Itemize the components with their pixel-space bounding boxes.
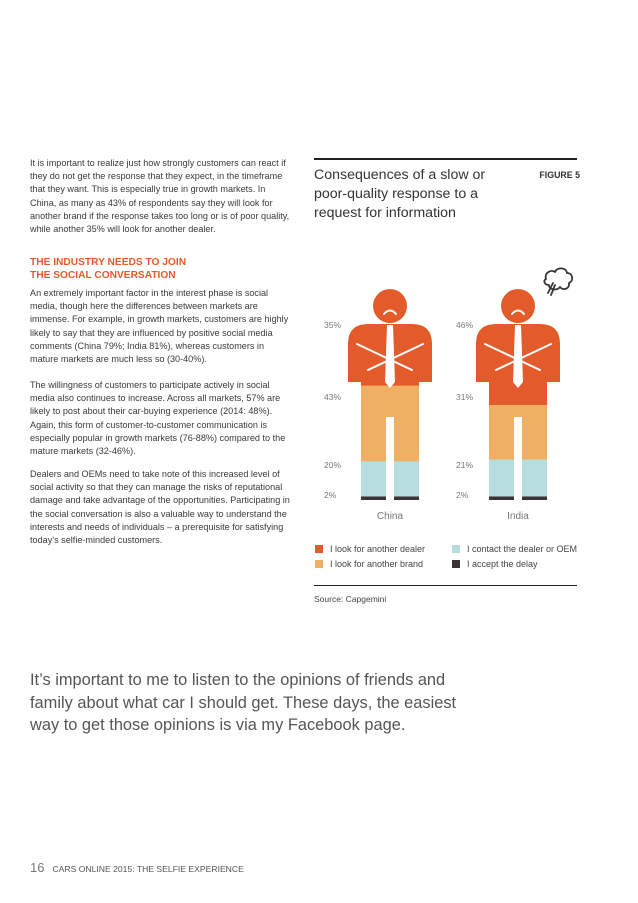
value-label-india-0: 46% <box>456 320 474 330</box>
figure-head <box>373 289 407 323</box>
figure-label: FIGURE 5 <box>539 170 580 180</box>
legend-item-brand <box>315 559 423 569</box>
value-label-china-3: 2% <box>324 490 337 500</box>
intro-paragraph: It is important to realize just how strongly customers can react if they do not get the response that they expect, in the timeframe that they want. This is especially true in growth markets. In China, as many as 43% of respondents say they will look for another brand if the response takes too long or is of poor quality, while another 35% will look for another dealer. <box>30 158 290 235</box>
section-heading <box>30 256 292 282</box>
legend-item-contact <box>452 544 577 554</box>
value-label-china-2: 20% <box>324 460 342 470</box>
value-label-china-0: 35% <box>324 320 342 330</box>
figure-head <box>501 289 535 323</box>
body-paragraph-2: The willingness of customers to participate actively in social media also continues to increase. Across all markets, 57% are likely to post about their car-buying experience (2014: 48%). Again, this form of customer-to-customer communication is especially popular in growth markets (76-88%) compared to the mature markets (32-46%). <box>30 380 286 457</box>
legend-label-dealer: I look for another dealer <box>330 544 426 554</box>
frowning-person-icon <box>345 289 435 506</box>
pull-quote: It’s important to me to listen to the opinions of friends and family about what car I should get. These days, the easiest way to get those opinions is via my Facebook page. <box>30 671 457 734</box>
cloud-outline <box>544 268 572 289</box>
page-footer <box>30 860 244 875</box>
figure-title: Consequences of a slow or poor-quality response to a request for information <box>314 167 486 221</box>
figure-source: Source: Capgemini <box>314 594 387 604</box>
legend-swatch-dealer <box>315 545 323 553</box>
value-label-india-1: 31% <box>456 392 474 402</box>
page-number: 16 <box>30 860 45 875</box>
figure-chart <box>310 240 590 530</box>
category-label-china: China <box>376 511 404 522</box>
leg-gap <box>386 417 394 501</box>
figure-top-rule <box>314 158 577 160</box>
legend-swatch-brand <box>315 560 323 568</box>
legend-swatch-accept <box>452 560 460 568</box>
body-paragraph-3: Dealers and OEMs need to take note of this increased level of social activity so that they can manage the risks of reputational damage and take advantage of the opportunities. Participating in the social conversation is also a valuable way to understand the interests and needs of individuals – a prerequisite for satisfying today’s selfie-minded customers. <box>30 469 290 546</box>
frowning-person-icon <box>473 289 563 506</box>
body-paragraph-1: An extremely important factor in the interest phase is social media, though here the differences between markets are immense. For example, in growth markets, customers are highly likely to say that they are influenced by positive social media comments (China 79%; India 81%), whereas customers in mature markets are much less so (30-40%). <box>30 288 289 365</box>
legend-label-accept: I accept the delay <box>467 559 538 569</box>
section-heading-line2: THE SOCIAL CONVERSATION <box>30 270 176 281</box>
value-label-india-3: 2% <box>456 490 469 500</box>
category-label-india: India <box>507 511 529 522</box>
legend-label-contact: I contact the dealer or OEM <box>467 544 578 554</box>
publication-title: CARS ONLINE 2015: THE SELFIE EXPERIENCE <box>52 864 244 874</box>
legend-item-accept <box>452 559 538 569</box>
section-heading-line1: THE INDUSTRY NEEDS TO JOIN <box>30 257 187 268</box>
angry-cloud-icon <box>544 268 572 295</box>
figure-bottom-rule <box>314 585 577 586</box>
legend-item-dealer <box>315 544 425 554</box>
leg-gap <box>514 417 522 501</box>
legend-label-brand: I look for another brand <box>330 559 424 569</box>
legend-swatch-contact <box>452 545 460 553</box>
value-label-china-1: 43% <box>324 392 342 402</box>
value-label-india-2: 21% <box>456 460 474 470</box>
